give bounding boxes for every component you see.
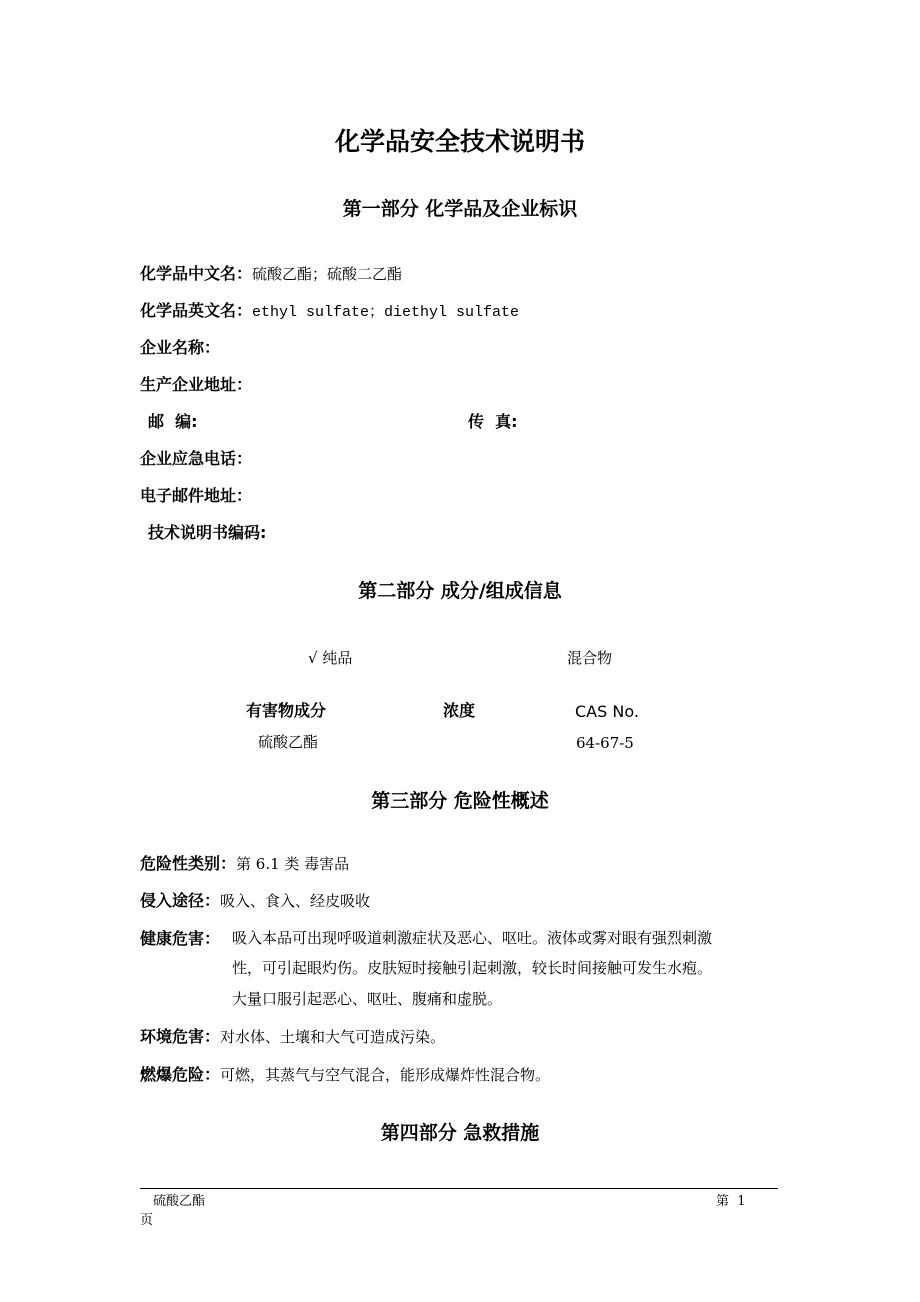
english-name-row: [140, 298, 519, 321]
environmental-hazard-value: 对水体、土壤和大气可造成污染。: [220, 1028, 446, 1046]
hazard-class-value: 第 6.1 类 毒害品: [236, 855, 350, 873]
exposure-route-value: 吸入、食入、经皮吸收: [220, 892, 371, 910]
hazard-class-label: 危险性类别：: [140, 854, 237, 873]
section-heading-part4: 第四部分 急救措施: [380, 1122, 540, 1144]
health-hazard-line: 吸入本品可出现呼吸道刺激症状及恶心、呕吐。液体或雾对眼有强烈刺激: [232, 929, 713, 947]
section-heading-part2: 第二部分 成分/组成信息: [358, 580, 562, 602]
footer-page-suffix: 页: [140, 1213, 154, 1228]
mixture-option: 混合物: [567, 649, 613, 667]
doc-code-label: 技术说明书编码:: [148, 523, 267, 542]
hazard-class-row: [140, 851, 349, 874]
emergency-phone-label: 企业应急电话：: [140, 449, 253, 468]
column-header-concentration: 浓度: [443, 701, 476, 720]
table-row-component: 硫酸乙酯: [258, 733, 319, 751]
fire-explosion-row: [140, 1062, 550, 1085]
fire-explosion-label: 燃爆危险：: [140, 1065, 221, 1084]
exposure-route-row: [140, 888, 370, 911]
document-title: 化学品安全技术说明书: [334, 127, 585, 156]
environmental-hazard-label: 环境危害：: [140, 1027, 221, 1046]
company-name-label: 企业名称：: [140, 338, 221, 357]
pure-substance-option: √ 纯品: [308, 649, 353, 667]
column-header-cas: CAS No.: [575, 702, 639, 721]
footer-divider: [140, 1188, 778, 1189]
postcode-label: 邮 编:: [148, 412, 198, 431]
fire-explosion-value: 可燃，其蒸气与空气混合，能形成爆炸性混合物。: [220, 1066, 551, 1084]
health-hazard-line: 大量口服引起恶心、呕吐、腹痛和虚脱。: [232, 990, 503, 1008]
column-header-component: 有害物成分: [246, 701, 327, 720]
email-address-label: 电子邮件地址：: [140, 486, 253, 505]
footer-page-number: 第 1: [716, 1194, 746, 1209]
health-hazard-label: 健康危害：: [140, 929, 221, 948]
section-heading-part1: 第一部分 化学品及企业标识: [342, 198, 578, 220]
fax-label: 传 真:: [468, 412, 518, 431]
chinese-name-label: 化学品中文名：: [140, 264, 253, 283]
english-name-value: ethyl sulfate；diethyl sulfate: [252, 304, 520, 321]
health-hazard-line: 性，可引起眼灼伤。皮肤短时接触引起刺激，较长时间接触可发生水疱。: [232, 959, 713, 977]
table-row-cas: 64-67-5: [576, 734, 634, 752]
company-address-label: 生产企业地址：: [140, 375, 253, 394]
chinese-name-value: 硫酸乙酯；硫酸二乙酯: [252, 265, 403, 283]
english-name-label: 化学品英文名：: [140, 301, 253, 320]
chinese-name-row: [140, 261, 402, 284]
section-heading-part3: 第三部分 危险性概述: [371, 790, 549, 812]
footer-document-name: 硫酸乙酯: [153, 1194, 206, 1209]
environmental-hazard-row: [140, 1024, 445, 1047]
exposure-route-label: 侵入途径：: [140, 891, 221, 910]
